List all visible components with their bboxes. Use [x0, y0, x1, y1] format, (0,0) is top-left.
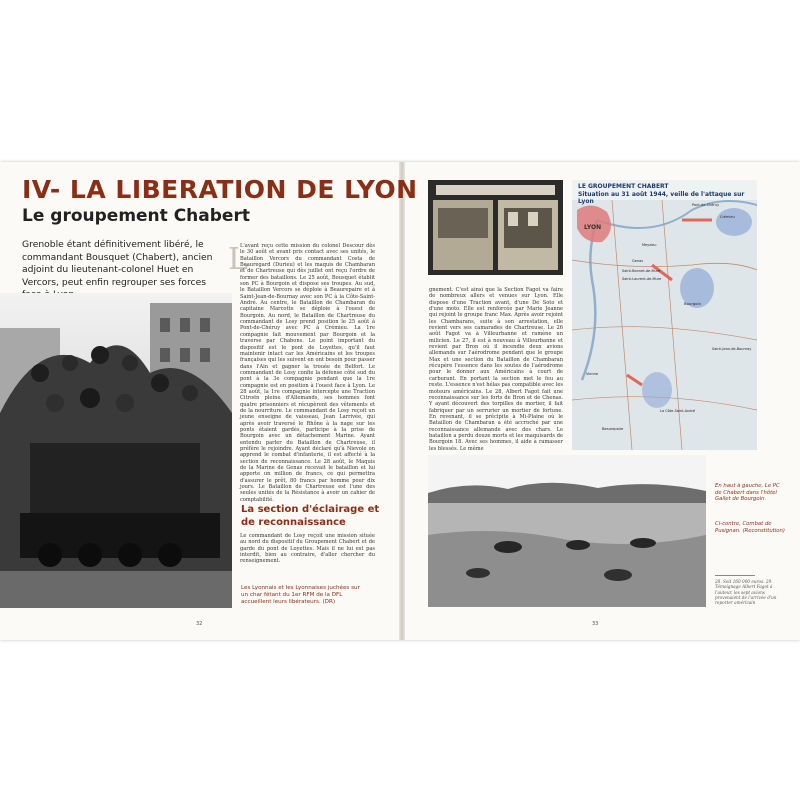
- body-text-left: L'avant reçu cette mission du colonel Descour dès le 30 août et avant pris contact avec ses unités, le Bataillon Vercors du commandant Costa de Beauregard (Durieu) et les maquis de Chambaran et de Chartreuse qui dès juillet ont reçu l'ordre de former des bataillons. Le 25 août, Bousquet établit son PC à Bourgoin et dispose ses troupes. Au sud, le Bataillon Vercors se déploie à Beaurepaire et à Saint-Jean-de-Bournay avec son PC à la Côte-Saint-André. Au centre, le Bataillon de Chambaran du capitaine Marcotte se déploie à l'ouest de Bourgoin. Au nord, le Bataillon de Chartreuse du commandant de Losy prend position le 25 août à Pont-de-Chéruy avec PC à Crémieu. La 1re compagnie fait mouvement par Bourgoin et la traverse par Chabons. Le point important du dispositif est le pont de Loyettes, qu'il faut maintenir intact car les Américains et les troupes françaises qui les suivent en ont besoin pour passer dans l'Ain et gagner la trouée de Belfort. Le commandant de Losy confie la défense côté sud du pont à la 3e compagnie pendant que la 1re compagnie est en position à l'ouest face à Lyon. Le 28 août, la 1re compagnie intercepte une Traction Citroën pleine d'Allemands, ses hommes font quatre prisonniers et récupèrent des vêtements et de la nourriture. Le commandant de Losy reçoit un jeune enseigne de vaisseau, Jean Larrivée, qui après avoir traversé le Rhône à la nage sur les ponts étaient gardés, participe à la prise de Bourgoin avec un détachement Marine. Ayant entendu parler du Bataillon de Chartreuse, il préfère le rejoindre. Ayant déclaré qu'à Nievole on apprend le combat d'infanterie, il est affecté à la section de reconnaissance. Le 28 août, le Maquis de la Marine de Genas recevait le bataillon et lui apporte un million de francs, ce qui permettra d'assurer le prêt, 80 francs par homme pour dix jours. Le Bataillon de Chartreuse est l'une des seules unités de la Résistance à avoir un cahier de comptabilité.: [240, 243, 375, 503]
- caption-pusignan: Ci-contre, Combat de Pusignan. (Reconstitution): [715, 521, 785, 534]
- caption-pc-chabert: En haut à gauche, Le PC de Chabert dans l'hôtel Gallet de Bourgoin.: [715, 483, 780, 503]
- liberation-crowd-photo: [0, 293, 232, 608]
- pusignan-combat-photo: [428, 455, 706, 607]
- map-title-line2: Situation au 31 août 1944, veille de l'attaque sur Lyon: [578, 190, 745, 206]
- map-label-cremieu: Crémieu: [720, 215, 735, 219]
- pc-chabert-photo: [428, 180, 563, 275]
- map-label-vienne: Vienne: [586, 372, 599, 376]
- chapter-subtitle: Le groupement Chabert: [22, 206, 250, 226]
- drop-cap: L: [228, 242, 248, 277]
- map-label-st-jean: Saint-Jean-de-Bournay: [712, 347, 752, 351]
- intro-paragraph: Grenoble étant définitivement libéré, le commandant Bousquet (Chabert), ancien adjoint du lieutenant-colonel Huet en Vercors, peut enfin regrouper ses forces: [22, 239, 213, 288]
- groupement-chabert-map: [572, 180, 757, 450]
- map-label-bourgoin: Bourgoin: [684, 301, 702, 306]
- map-title-line1: LE GROUPEMENT CHABERT: [578, 183, 669, 190]
- map-label-meyzieu: Meyzieu: [642, 243, 657, 247]
- map-label-beaurepaire: Beaurepaire: [602, 427, 624, 431]
- page-number-left: 32: [196, 621, 203, 627]
- map-label-pont-de-cheruy: Pont-de-Chéruy: [692, 203, 720, 207]
- map-label-st-bonnet: Saint-Bonnet-de-Mure: [622, 269, 661, 273]
- section-body-text: Le commandant de Losy reçoit une mission située au nord du dispositif du Groupement Chabert et de garde du pont de Loyettes. Mais il ne lui est pas interdit, bien au contraire, d'aller chercher du renseignement.: [240, 533, 375, 565]
- book-gutter: [399, 162, 405, 640]
- map-title: [578, 183, 753, 206]
- section-heading: La section d'éclairage et de reconnaissance: [241, 504, 380, 528]
- map-label-st-laurent: Saint-Laurent-de-Mure: [622, 277, 662, 281]
- body-text-right: gnement. C'est ainsi que la Section Fagot va faire de nombreux allers et venues sur Lyon. Elle dispose d'une Traction avant, d'une De Soto et d'une moto. Elle est renforcée par Marie Jeanne qui rejoint le groupe franc Max. Après avoir rejoint les Chambarans, suite à son arrestation, elle revient vers ses camarades de Chartreuse. Le 26 août Fagot va à Villeurbanne et ramène un milicien. Le 27, il est à nouveau à Villeurbanne et revient par Bron où il incendie deux avions allemands sur l'aérodrome pendant que le groupe Max et une section du Bataillon de Chambaran récupère l'essence dans les soutes de l'aérodrome pour le donner aux Américains à court de carburant. En portant la section met le feu au reste. L'essence n'est hélas pas compatible avec les moteurs américains. Le 28, Albert Fagot fait une reconnaissance sur les forts de Bron et de Chenas. Y ayant découvert des torpilles de mortier, il fait fabriquer par un serrurier un mortier de fortune. En revenant, il se précipite à Mi-Plaine où le Bataillon de Chambaran a été accroché par une reconnaissance allemande avec des chars. Le bataillon a perdu douze morts et les maquisards de Bourgoin 18. Avec ses hommes, il aide à ramasser les blessés. Le même: [429, 287, 563, 452]
- chapter-title: IV- LA LIBERATION DE LYON: [22, 175, 418, 204]
- map-label-lyon: LYON: [584, 224, 602, 231]
- map-label-genas: Genas: [632, 259, 644, 263]
- map-label-cote-st-andre: La Côte-Saint-André: [660, 409, 696, 413]
- photo-caption-left: Les Lyonnais et les Lyonnaises juchées sur un char fêtant du 1er RFM de la DFL accueillent leurs libérateurs. (DR): [241, 585, 360, 605]
- footnote-rule: [715, 575, 755, 576]
- page-number-right: 33: [592, 621, 599, 627]
- footnotes: 28. Soit 160 000 euros. 29. Témoignage Albert Fagot à l'auteur, les sept avions provenaient de l'arrivée d'un reporter américain: [715, 579, 777, 606]
